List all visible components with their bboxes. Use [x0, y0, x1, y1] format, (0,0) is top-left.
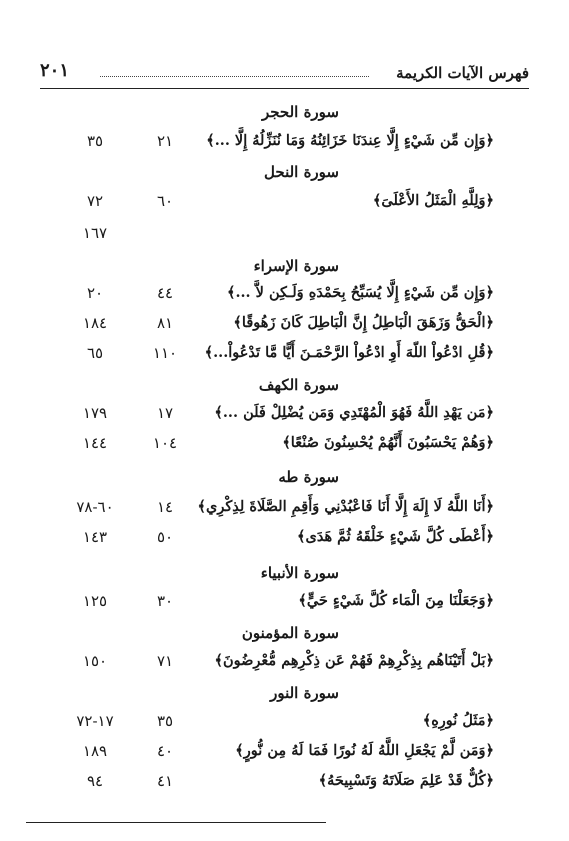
- page-reference: ٩٤: [86, 772, 104, 790]
- page-reference: ١٨٤: [82, 314, 108, 332]
- ayah-number: ٤١: [156, 772, 174, 790]
- surah-heading: سورة الحجر: [261, 103, 339, 121]
- ayah-text: ﴿وَلِلَّهِ الْمَثَلُ الأَعْلَىَ﴾: [372, 192, 494, 209]
- page-reference: ١٤٤: [82, 434, 108, 452]
- page-reference: ١٢٥: [82, 592, 108, 610]
- index-row: [0, 742, 569, 766]
- ayah-text: ﴿الْحَقُّ وَزَهَقَ الْبَاطِلُ إِنَّ الْبَاطِلَ كَانَ زَهُوقًا﴾: [233, 314, 494, 331]
- index-row: [0, 284, 569, 308]
- ayah-number: ١٤: [156, 498, 174, 516]
- page-reference: ٦٠-٧٨: [76, 498, 114, 516]
- index-row: [0, 224, 569, 248]
- ayah-number: ١٠٤: [152, 434, 178, 452]
- surah-heading: سورة الأنبياء: [260, 564, 339, 582]
- ayah-number: ١١٠: [152, 344, 178, 362]
- page-reference: ١٦٧: [82, 224, 108, 242]
- index-row: [0, 132, 569, 156]
- ayah-number: ٧١: [156, 652, 174, 670]
- index-row: [0, 434, 569, 458]
- footer-rule: [26, 822, 326, 823]
- page-number: ٢٠١: [40, 60, 70, 81]
- ayah-text: ﴿كُلٌّ قَدْ عَلِمَ صَلَاتَهُ وَتَسْبِيحَهُ﴾: [318, 772, 494, 789]
- ayah-text: ﴿وَهُمْ يَحْسَبُونَ أَنَّهُمْ يُحْسِنُونَ صُنْعًا﴾: [282, 434, 494, 451]
- ayah-text: ﴿أَعْطَى كُلَّ شَيْءٍ خَلْقَهُ ثُمَّ هَدَى﴾: [297, 528, 494, 545]
- ayah-number: ٣٠: [156, 592, 174, 610]
- page-reference: ٦٥: [86, 344, 104, 362]
- ayah-number: ٦٠: [156, 192, 174, 210]
- ayah-text: ﴿وَمَن لَّمْ يَجْعَلِ اللَّهُ لَهُ نُورًا فَمَا لَهُ مِن نُّورٍ﴾: [235, 742, 494, 759]
- ayah-text: ﴿قُلِ ادْعُواْ اللّهَ أَوِ ادْعُواْ الرَّحْمَـنَ أَيًّا مَّا تَدْعُواْ...﴾: [204, 344, 494, 361]
- surah-heading: سورة النحل: [264, 163, 339, 181]
- surah-heading: سورة الكهف: [258, 376, 339, 394]
- ayah-text: ﴿وَجَعَلْنَا مِنَ الْمَاء كُلَّ شَيْءٍ حَيٍّ﴾: [298, 592, 494, 609]
- index-title: فهرس الآيات الكريمة: [390, 64, 529, 82]
- page-reference: ٣٥: [86, 132, 104, 150]
- index-row: [0, 192, 569, 216]
- page-reference: ١٤٣: [82, 528, 108, 546]
- surah-heading: سورة المؤمنون: [241, 624, 339, 642]
- page-reference: ٢٠: [86, 284, 104, 302]
- page-reference: ٧٢: [86, 192, 104, 210]
- index-row: [0, 344, 569, 368]
- ayah-number: ٤٤: [156, 284, 174, 302]
- index-row: [0, 712, 569, 736]
- index-row: [0, 498, 569, 522]
- ayah-number: ١٧: [156, 404, 174, 422]
- index-row: [0, 314, 569, 338]
- ayah-text: ﴿مَثَلُ نُورِهِ﴾: [422, 712, 494, 729]
- index-row: [0, 528, 569, 552]
- index-row: [0, 592, 569, 616]
- ayah-text: ﴿مَن يَهْدِ اللَّهُ فَهُوَ الْمُهْتَدِي وَمَن يُضْلِلْ فَلَن ...﴾: [214, 404, 494, 421]
- surah-heading: سورة النور: [270, 684, 339, 702]
- index-row: [0, 772, 569, 796]
- ayah-number: ٨١: [156, 314, 174, 332]
- ayah-number: ٤٠: [156, 742, 174, 760]
- ayah-text: ﴿أَنَا اللَّهُ لَا إِلَهَ إِلَّا أَنَا فَاعْبُدْنِي وَأَقِمِ الصَّلَاةَ لِذِكْرِي﴾: [197, 498, 494, 515]
- surah-heading: سورة طه: [278, 468, 339, 486]
- page-reference: ١٥٠: [82, 652, 108, 670]
- surah-heading: سورة الإسراء: [253, 257, 339, 275]
- ayah-number: ٥٠: [156, 528, 174, 546]
- page-reference: ١٨٩: [82, 742, 108, 760]
- ayah-text: ﴿بَلْ أَتَيْنَاهُم بِذِكْرِهِمْ فَهُمْ عَن ذِكْرِهِم مُّعْرِضُونَ﴾: [214, 652, 494, 669]
- page-reference: ١٧-٧٢: [76, 712, 114, 730]
- index-row: [0, 404, 569, 428]
- ayah-text: ﴿وَإِن مِّن شَيْءٍ إِلَّا يُسَبِّحُ بِحَمْدَهِ وَلَـكِن لاَّ ...﴾: [226, 284, 494, 301]
- ayah-text: ﴿وَإِن مِّن شَيْءٍ إِلَّا عِندَنَا خَزَائِنُهُ وَمَا نُنَزِّلُهُ إِلَّا ...﴾: [206, 132, 494, 149]
- index-row: [0, 652, 569, 676]
- ayah-number: ٣٥: [156, 712, 174, 730]
- ayah-number: ٢١: [156, 132, 174, 150]
- page-reference: ١٧٩: [82, 404, 108, 422]
